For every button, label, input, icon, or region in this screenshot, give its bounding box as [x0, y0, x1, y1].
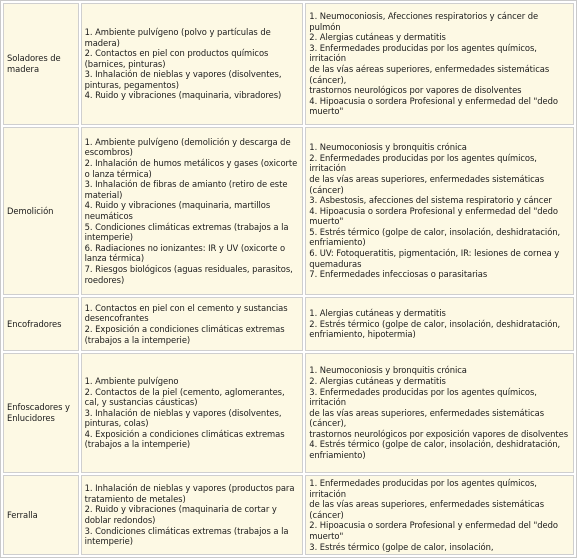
- risk-item: 6. Radiaciones no ionizantes: IR y UV (oxicorte o lanza térmica): [84, 242, 288, 264]
- job-cell: [3, 3, 79, 125]
- effect-item: 4. Hipoacusia o sordera Profesional y enfermedad del "dedo muerto": [309, 95, 561, 117]
- effect-item: 1. Neumoconiosis y bronquitis crónica: [309, 142, 467, 153]
- risk-item: 3. Inhalación de fibras de amianto (retiro de este material): [84, 179, 291, 200]
- effects-cell: [305, 297, 574, 351]
- risk-item: 2. Contactos en piel con productos químicos (barnices, pinturas): [84, 48, 271, 69]
- effect-item: 2. Alergias cutáneas y dermatitis: [309, 32, 446, 43]
- job-name: Demolición: [7, 205, 54, 216]
- effects-cell: [305, 475, 574, 555]
- risk-item: 2. Inhalación de humos metálicos y gases (oxicorte o lanza térmica): [84, 158, 300, 179]
- risks-cell: [81, 353, 304, 473]
- risk-item: 5. Condiciones climáticas extremas (trabajos a la intemperie): [84, 221, 292, 243]
- effects-list: [309, 365, 570, 460]
- effects-list: [309, 142, 570, 280]
- risk-item: 2. Contactos de la piel (cemento, aglomerantes, cal, y sustancias cáusticas): [84, 386, 288, 408]
- risk-table-body: [3, 3, 574, 555]
- effect-item: de las vías aéreas superiores, enfermedades sistemáticas (cáncer),: [309, 64, 552, 85]
- risk-item: 3. Inhalación de nieblas y vapores (disolventes, pinturas, pegamentos): [84, 69, 285, 90]
- job-cell: [3, 353, 79, 473]
- risks-list: [85, 483, 300, 547]
- effect-item: 5. Estrés térmico (golpe de calor, insolación, deshidratación, enfriamiento): [309, 226, 563, 248]
- risk-item: 7. Riesgos biológicos (aguas residuales, parasitos, roedores): [84, 263, 296, 285]
- job-cell: [3, 297, 79, 351]
- effect-item: 2. Enfermedades producidas por los agentes químicos, irritación: [309, 152, 540, 174]
- effect-item: 3. Enfermedades producidas por los agentes químicos, irritación: [309, 42, 540, 64]
- effect-item: 4. Hipoacusia o sordera Profesional y enfermedad del "dedo muerto": [309, 205, 561, 227]
- risk-item: 3. Inhalación de nieblas y vapores (disolventes, pinturas, colas): [84, 407, 285, 429]
- effects-list: [309, 308, 570, 340]
- table-row: [3, 475, 574, 555]
- effect-item: 3. Enfermedades producidas por los agentes químicos, irritación: [309, 386, 540, 408]
- effect-item: 6. UV: Fotoqueratitis, pigmentación, IR: lesiones de cornea y quemaduras: [309, 248, 562, 269]
- risks-cell: [81, 297, 304, 351]
- effect-item: 3. Estrés térmico (golpe de calor, insolación,: [309, 541, 494, 552]
- effect-item: 4. Estrés térmico (golpe de calor, insolación, deshidratación, enfriamiento): [309, 439, 563, 461]
- effect-item: 1. Neumoconiosis y bronquitis crónica: [309, 365, 467, 376]
- job-name: Ferralla: [7, 509, 38, 520]
- effect-item: trastornos neurológicos por vapores de disolventes: [309, 85, 522, 96]
- risk-item: 1. Inhalación de nieblas y vapores (productos para tratamiento de metales): [84, 483, 298, 504]
- risk-item: 1. Ambiente pulvígeno (polvo y partículas de madera): [84, 26, 274, 48]
- effect-item: 1. Alergias cutáneas y dermatitis: [309, 308, 446, 319]
- effects-cell: [305, 3, 574, 125]
- table-row: [3, 353, 574, 473]
- effects-list: [309, 11, 570, 117]
- risk-item: 2. Ruido y vibraciones (maquinaria de cortar y doblar redondos): [84, 504, 280, 526]
- job-cell: [3, 127, 79, 295]
- effect-item: 2. Estrés térmico (golpe de calor, insolación, deshidratación, enfriamiento, hipotermia): [309, 318, 563, 340]
- effect-item: 1. Neumoconiosis, Afecciones respiratorios y cáncer de pulmón: [309, 11, 541, 32]
- effects-list: [309, 478, 570, 552]
- job-name: Soladores de madera: [7, 53, 61, 74]
- effect-item: trastornos neurológicos por exposición vapores de disolventes: [309, 428, 569, 439]
- risks-list: [85, 376, 300, 450]
- effects-cell: [305, 353, 574, 473]
- effect-item: de las vías areas superiores, enfermedades sistemáticas (cáncer),: [309, 407, 547, 429]
- job-name: Encofradores: [7, 318, 62, 329]
- risks-list: [85, 303, 300, 345]
- table-row: [3, 297, 574, 351]
- risk-item: 4. Ruido y vibraciones (maquinaria, martillos neumáticos: [84, 200, 273, 221]
- risks-cell: [81, 3, 304, 125]
- effect-item: 2. Hipoacusia o sordera Profesional y enfermedad del "dedo muerto": [309, 520, 561, 541]
- table-row: [3, 127, 574, 295]
- effect-item: 7. Enfermedades infecciosas o parasitarias: [309, 269, 488, 280]
- effect-item: de las vías areas superiores, enfermedades sistemáticas (cáncer): [309, 499, 547, 520]
- effect-item: 1. Enfermedades producidas por los agentes químicos, irritación: [309, 478, 540, 499]
- risks-list: [85, 27, 300, 101]
- risk-item: 1. Ambiente pulvígeno: [84, 375, 179, 386]
- job-name: Enfoscadores y Enlucidores: [7, 402, 70, 423]
- effect-item: 3. Asbestosis, afecciones del sistema respiratorio y cáncer: [309, 195, 552, 206]
- risks-cell: [81, 475, 304, 555]
- risk-item: 2. Exposición a condiciones climáticas extremas (trabajos a la intemperie): [84, 324, 288, 345]
- effect-item: 2. Alergias cutáneas y dermatitis: [309, 375, 446, 386]
- table-row: [3, 3, 574, 125]
- risk-item: 3. Condiciones climáticas extremas (trabajos a la intemperie): [84, 525, 292, 547]
- job-cell: [3, 475, 79, 555]
- effect-item: de las vías areas superiores, enfermedades sistemáticas (cáncer): [309, 173, 547, 195]
- effects-cell: [305, 127, 574, 295]
- risks-list: [85, 137, 300, 285]
- risk-item: 1. Ambiente pulvígeno (demolición y descarga de escombros): [84, 136, 294, 158]
- risk-item: 1. Contactos en piel con el cemento y sustancias desencofrantes: [84, 302, 291, 324]
- risk-item: 4. Exposición a condiciones climáticas extremas (trabajos a la intemperie): [84, 428, 288, 450]
- risk-item: 4. Ruido y vibraciones (maquinaria, vibradores): [84, 90, 282, 101]
- risks-cell: [81, 127, 304, 295]
